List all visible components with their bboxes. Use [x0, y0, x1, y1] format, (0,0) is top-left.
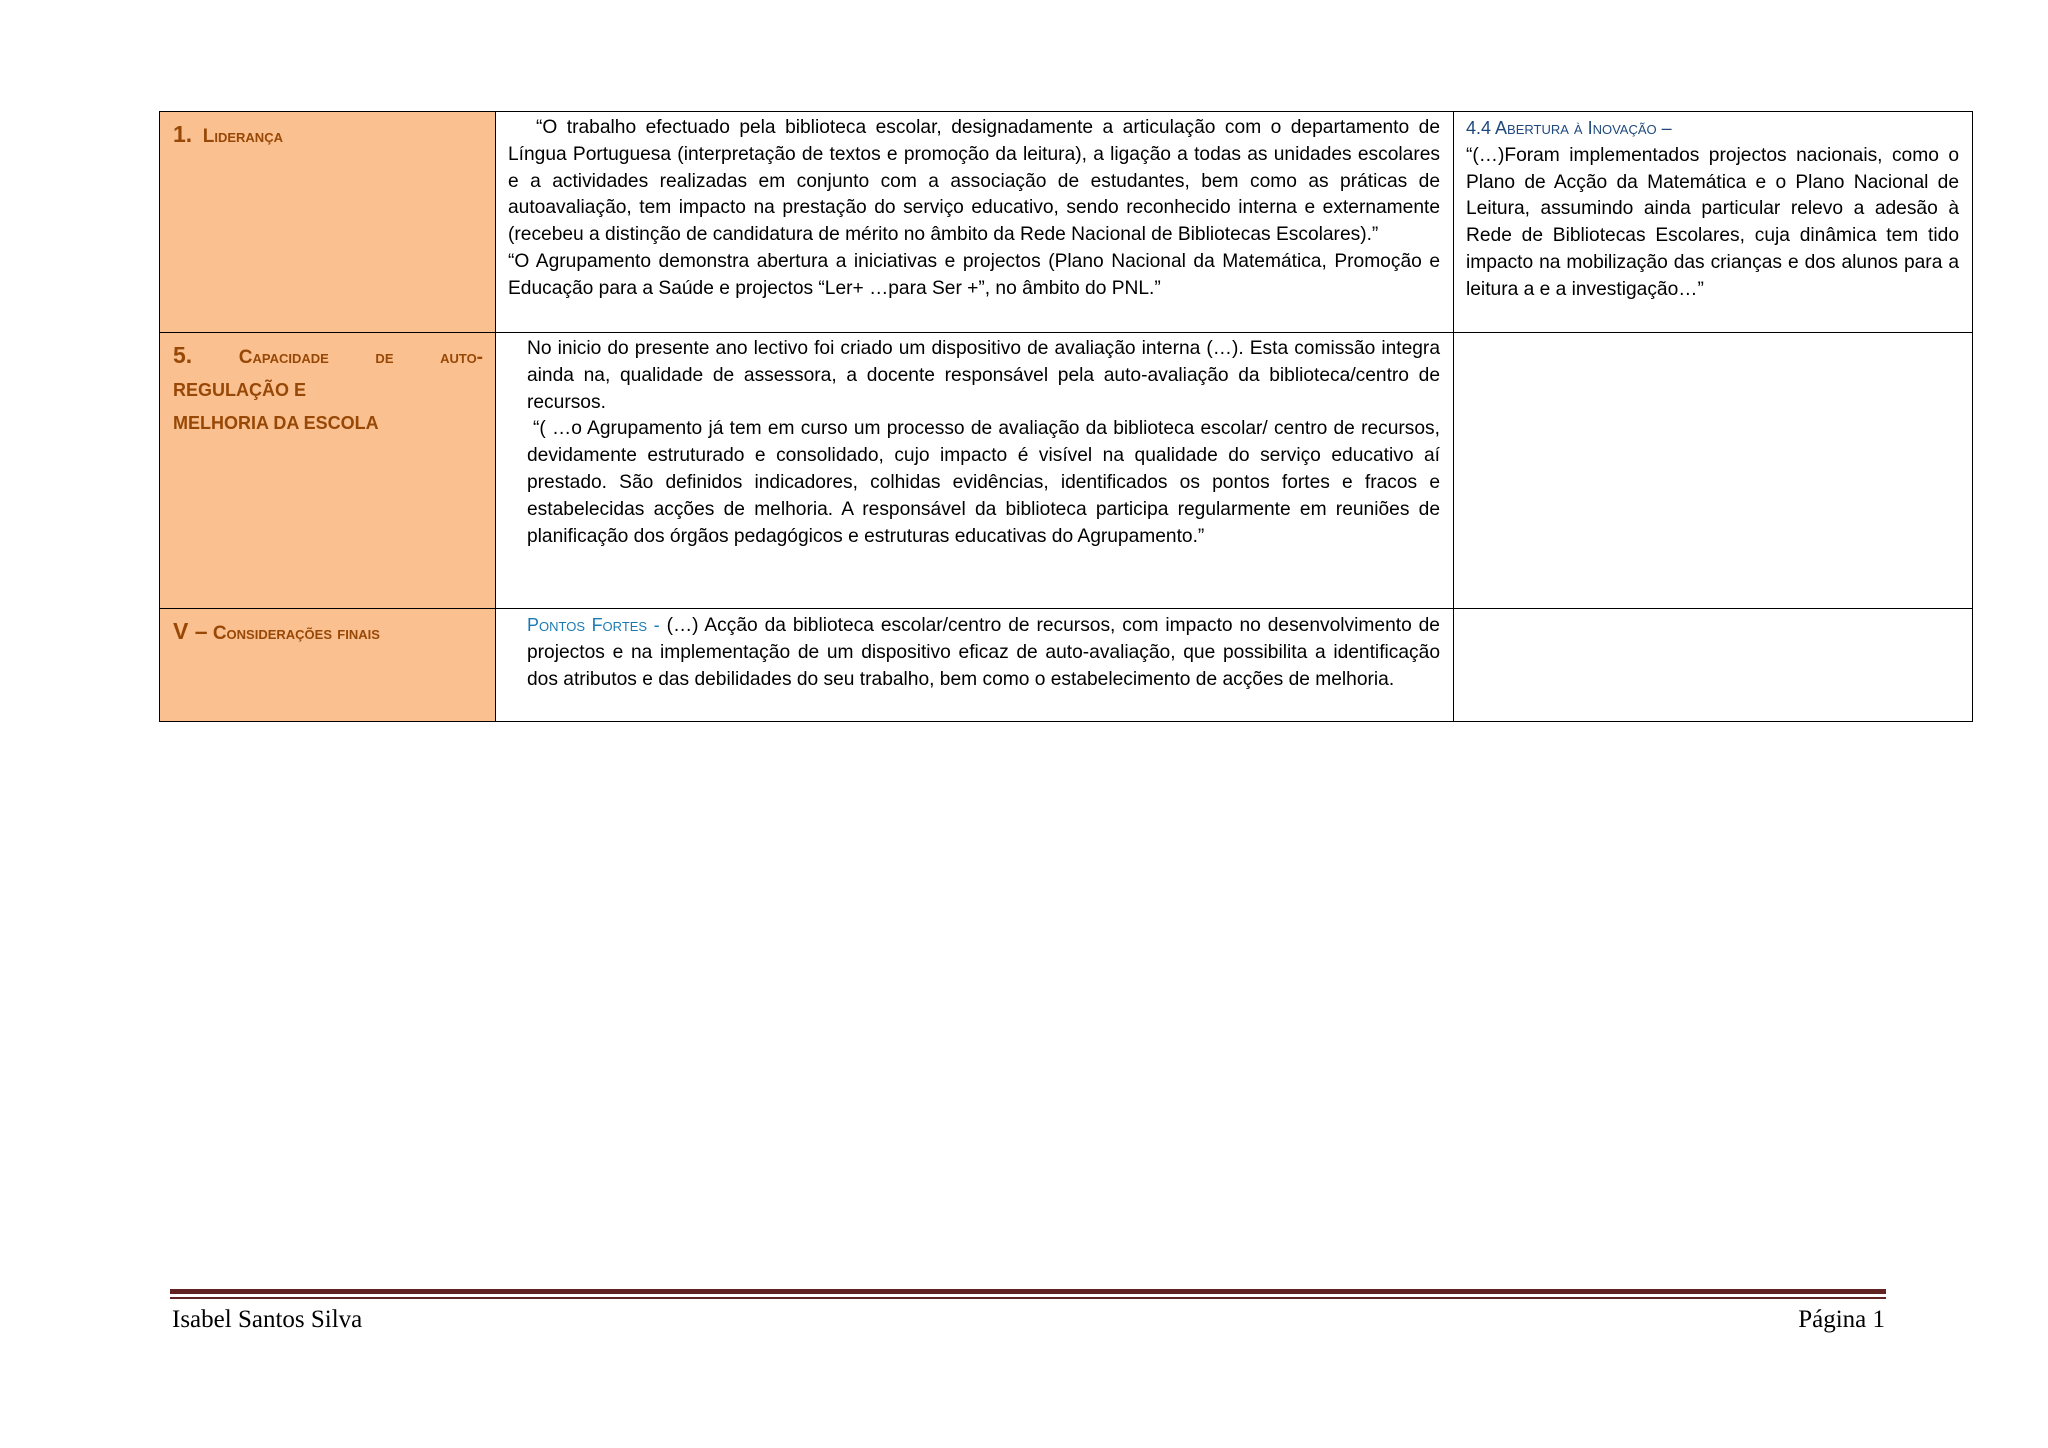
row-label-number: 5.	[173, 342, 193, 368]
row-label-text: Considerações finais	[212, 623, 380, 644]
row-label-cell	[160, 333, 496, 609]
row-label	[173, 118, 483, 153]
evidence-paragraph: “O trabalho efectuado pela biblioteca escolar, designadamente a articulação com o departamento de Língua Portuguesa (interpretação de textos e promoção da leitura), a ligação a todas as unidades escolares e a actividades realizadas em conjunto com a associação de estudantes, bem como as práticas de autoavaliação, tem impacto na prestação do serviço educativo, sendo reconhecido interna e externamente (recebeu a distinção de candidatura de mérito no âmbito da Rede Nacional de Bibliotecas Escolares).”	[508, 117, 1440, 246]
strengths-text: (…) Acção da biblioteca escolar/centro de recursos, com impacto no desenvolvimento de projectos e na implementação de um dispositivo eficaz de auto-avaliação, que possibilita a identificação dos atributos e das debilidades do seu trabalho, bem como o estabelecimento de acções de melhoria.	[527, 615, 1440, 690]
row-label-cell	[160, 609, 496, 722]
row-label-text: MELHORIA DA ESCOLA	[173, 413, 379, 433]
footer-divider	[170, 1297, 1886, 1299]
row-label-text: Liderança	[202, 126, 283, 147]
evidence-cell	[496, 609, 1454, 722]
reference-heading: 4.4 Abertura à Inovação –	[1466, 118, 1672, 138]
strengths-heading: Pontos Fortes -	[527, 615, 660, 635]
footer-page-number: Página 1	[1798, 1306, 1885, 1333]
table-row	[160, 609, 1973, 722]
reference-cell	[1454, 609, 1973, 722]
row-label-cell	[160, 112, 496, 333]
evaluation-table	[159, 111, 1973, 722]
row-label	[173, 339, 483, 440]
evidence-cell	[496, 112, 1454, 333]
row-label-number: V –	[173, 618, 208, 644]
reference-cell	[1454, 333, 1973, 609]
table-row	[160, 112, 1973, 333]
footer-divider	[170, 1289, 1886, 1294]
evidence-paragraph: “( …o Agrupamento já tem em curso um processo de avaliação da biblioteca escolar/ centro de recursos, devidamente estruturado e consolidado, cujo impacto é visível na qualidade do serviço educativo aí prestado. São definidos indicadores, colhidas evidências, identificados os pontos fortes e fracos e estabelecidas acções de melhoria. A responsável da biblioteca participa regularmente em reuniões de planificação dos órgãos pedagógicos e estruturas educativas do Agrupamento.”	[527, 418, 1440, 547]
reference-cell	[1454, 112, 1973, 333]
row-label-number: 1.	[173, 121, 193, 147]
footer-author: Isabel Santos Silva	[172, 1306, 363, 1333]
evidence-paragraph: “O Agrupamento demonstra abertura a iniciativas e projectos (Plano Nacional da Matemática, Promoção e Educação para a Saúde e projectos “Ler+ …para Ser +”, no âmbito do PNL.”	[508, 250, 1440, 299]
row-label-text: REGULAÇÃO E	[173, 380, 307, 400]
evidence-cell	[496, 333, 1454, 609]
row-label	[173, 615, 483, 650]
evidence-paragraph: No inicio do presente ano lectivo foi criado um dispositivo de avaliação interna (…). Esta comissão integra ainda na, qualidade de assessora, a docente responsável pela auto-avaliação da biblioteca/centro de recursos.	[527, 338, 1440, 413]
table-row	[160, 333, 1973, 609]
row-label-text: Capacidade de auto-	[238, 347, 484, 368]
evidence-paragraph	[527, 612, 1440, 693]
reference-paragraph: “(…)Foram implementados projectos nacionais, como o Plano de Acção da Matemática e o Plano Nacional de Leitura, assumindo ainda particular relevo a adesão à Rede de Bibliotecas Escolares, cuja dinâmica tem tido impacto na mobilização das crianças e dos alunos para a leitura a e a investigação…”	[1466, 144, 1959, 300]
